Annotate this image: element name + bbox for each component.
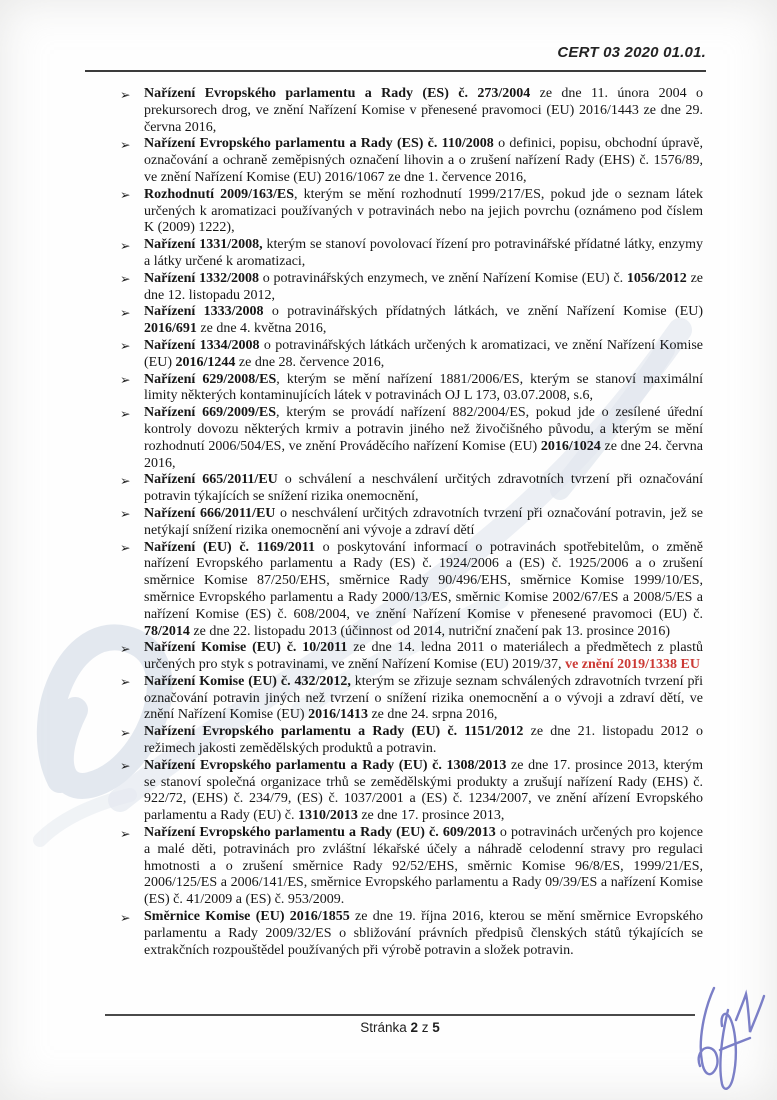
- page-separator: z: [421, 1020, 429, 1035]
- regulation-text: Nařízení (EU) č. 1169/2011 o poskytování informací o potravinách spotřebitelům, o změně nařízení Evropského parlamentu a Rady (ES) č. 1924/2006 a (ES) č. 1925/2006 a o zrušení směrnice Komise 87/250/EHS, směrnice Rady 90/496/EHS, směrnice Komise 1999/10/ES, směrnice Evropského parlamentu a Rady 2000/13/ES, směrnic Komise 2002/67/ES a 2008/5/ES a nařízení Komise (ES) č. 608/2004, ve znění Nařízení Komise v přenesené pravomoci (EU) č. 78/2014 ze dne 22. listopadu 2013 (účinnost od 2014, nutriční značení pak 13. prosince 2016): [144, 539, 703, 639]
- page-label: Stránka: [360, 1020, 407, 1035]
- regulation-text: Nařízení 669/2009/ES, kterým se provádí nařízení 882/2004/ES, pokud jde o zesílené úřední kontroly dovozu některých krmiv a potravin jiného než živočišného původu, a kterým se mění rozhodnutí 2006/504/ES, ve znění Prováděcího nařízení Komise (EU) 2016/1024 ze dne 24. června 2016,: [144, 405, 703, 471]
- list-item: [120, 86, 703, 136]
- list-item: [120, 540, 703, 641]
- regulation-text: Rozhodnutí 2009/163/ES, kterým se mění rozhodnutí 1999/217/ES, pokud jde o seznam látek určených k aromatizaci používaných v potravinách nebo na jejich povrchu (oznámeno pod číslem K (2009) 1222),: [144, 186, 703, 236]
- page-current: 2: [410, 1020, 418, 1035]
- arrow-bullet-icon: ➢: [120, 825, 131, 841]
- arrow-bullet-icon: ➢: [120, 271, 131, 287]
- regulation-text: Nařízení Evropského parlamentu a Rady (ES) č. 273/2004 ze dne 11. února 2004 o prekursorech drog, ve znění Nařízení Komise v přenesené pravomoci (EU) 2016/1443 ze dne 29. června 2016,: [144, 86, 703, 135]
- regulation-text: Nařízení Evropského parlamentu a Rady (EU) č. 1308/2013 ze dne 17. prosince 2013, kterým se stanoví společná organizace trhů se zemědělskými produkty a zrušují nařízení Rady (EHS) č. 922/72, (EHS) č. 234/79, (ES) č. 1037/2001 a (ES) č. 1234/2007, ve znění ařízení Evropského parlamentu a Rady (EU) č. 1310/2013 ze dne 17. prosince 2013,: [144, 757, 703, 824]
- list-item: [120, 405, 703, 472]
- regulation-text: Nařízení 1331/2008, kterým se stanoví povolovací řízení pro potravinářské přídatné látky, enzymy a látky určené k aromatizaci,: [144, 237, 703, 269]
- arrow-bullet-icon: ➢: [120, 405, 131, 421]
- arrow-bullet-icon: ➢: [120, 237, 131, 253]
- regulation-text: Nařízení 666/2011/EU o neschválení určitých zdravotních tvrzení při označování potravin, jež se netýkají snížení rizika onemocnění ani vývoje a zdraví dětí: [144, 505, 703, 538]
- header-rule: [85, 70, 706, 72]
- list-item: [120, 338, 703, 372]
- regulation-text: Nařízení Evropského parlamentu a Rady (ES) č. 110/2008 o definici, popisu, obchodní úpravě, označování a ochraně zeměpisných označení lihovin a o zrušení nařízení Rady (EHS) č. 1576/89, ve znění Nařízení Komise (EU) 2016/1067 ze dne 1. července 2016,: [144, 136, 703, 185]
- arrow-bullet-icon: ➢: [120, 724, 131, 740]
- regulation-text: Nařízení 1332/2008 o potravinářských enzymech, ve znění Nařízení Komise (EU) č. 1056/2012 ze dne 12. listopadu 2012,: [144, 270, 703, 303]
- document-code: CERT 03 2020 01.01.: [557, 44, 706, 61]
- regulation-text: Nařízení Komise (EU) č. 10/2011 ze dne 14. ledna 2011 o materiálech a předmětech z plastů určených pro styk s potravinami, ve znění Nařízení Komise (EU) 2019/37, ve znění 2019/1338 EU: [144, 640, 703, 673]
- list-item: [120, 758, 703, 825]
- arrow-bullet-icon: ➢: [120, 338, 131, 354]
- list-item: [120, 825, 703, 909]
- signature-initials: [684, 980, 769, 1095]
- page-total: 5: [432, 1020, 440, 1035]
- list-item: [120, 674, 703, 724]
- list-item: [120, 472, 703, 506]
- arrow-bullet-icon: ➢: [120, 674, 131, 690]
- regulation-text: Nařízení Evropského parlamentu a Rady (EU) č. 1151/2012 ze dne 21. listopadu 2012 o režimech jakosti zemědělských produktů a potravin.: [144, 724, 703, 757]
- list-item: [120, 640, 703, 674]
- footer-rule: [105, 1014, 695, 1016]
- regulation-text: Směrnice Komise (EU) 2016/1855 ze dne 19. října 2016, kterou se mění směrnice Evropského parlamentu a Rady 2009/32/ES o sbližování právních předpisů členských států týkajících se extrakčních rozpouštědel používaných při výrobě potravin a složek potravin.: [144, 909, 704, 958]
- arrow-bullet-icon: ➢: [120, 640, 131, 656]
- arrow-bullet-icon: ➢: [120, 909, 131, 925]
- regulation-text: Nařízení 665/2011/EU o schválení a neschválení určitých zdravotních tvrzení při označování potravin týkajících se snížení rizika onemocnění,: [144, 472, 703, 505]
- regulation-text: Nařízení 629/2008/ES, kterým se mění nařízení 1881/2006/ES, kterým se stanoví maximální limity některých kontaminujících látek v potravinách OJ L 173, 03.07.2008, s.6,: [144, 371, 703, 404]
- list-item: [120, 271, 703, 305]
- arrow-bullet-icon: ➢: [120, 506, 131, 522]
- page-number: [105, 1020, 695, 1035]
- arrow-bullet-icon: ➢: [120, 758, 131, 774]
- list-item: [120, 909, 703, 959]
- regulation-text: Nařízení Komise (EU) č. 432/2012, kterým se zřizuje seznam schválených zdravotních tvrzení při označování potravin jiných než tvrzení o snížení rizika onemocnění a o vývoji a zdraví dětí, ve znění Nařízení Komise (EU) 2016/1413 ze dne 24. srpna 2016,: [144, 673, 704, 723]
- arrow-bullet-icon: ➢: [120, 472, 131, 488]
- regulation-text: Nařízení 1333/2008 o potravinářských přídatných látkách, ve znění Nařízení Komise (EU) 2016/691 ze dne 4. května 2016,: [144, 304, 703, 337]
- list-item: [120, 506, 703, 540]
- arrow-bullet-icon: ➢: [120, 86, 131, 102]
- arrow-bullet-icon: ➢: [120, 372, 131, 388]
- list-item: [120, 724, 703, 758]
- arrow-bullet-icon: ➢: [120, 304, 131, 320]
- list-item: [120, 372, 703, 406]
- arrow-bullet-icon: ➢: [120, 187, 131, 203]
- list-item: [120, 237, 703, 271]
- arrow-bullet-icon: ➢: [120, 540, 131, 556]
- list-item: [120, 187, 703, 237]
- regulation-text: Nařízení 1334/2008 o potravinářských látkách určených k aromatizaci, ve znění Nařízení Komise (EU) 2016/1244 ze dne 28. července 2016,: [144, 337, 703, 370]
- regulation-list: [120, 86, 703, 959]
- list-item: [120, 136, 703, 186]
- list-item: [120, 304, 703, 338]
- arrow-bullet-icon: ➢: [120, 136, 131, 152]
- regulation-text: Nařízení Evropského parlamentu a Rady (EU) č. 609/2013 o potravinách určených pro kojence a malé děti, potravinách pro zvláštní lékařské účely a náhradě celodenní stravy pro regulaci hmotnosti a o zrušení směrnice Rady 92/52/EHS, směrnic Komise 96/8/ES, 1999/21/ES, 2006/125/ES a 2006/141/ES, směrnice Evropského parlamentu a Rady 09/39/ES a nařízení Komise (ES) č. 41/2009 a (ES) č. 953/2009.: [144, 825, 703, 908]
